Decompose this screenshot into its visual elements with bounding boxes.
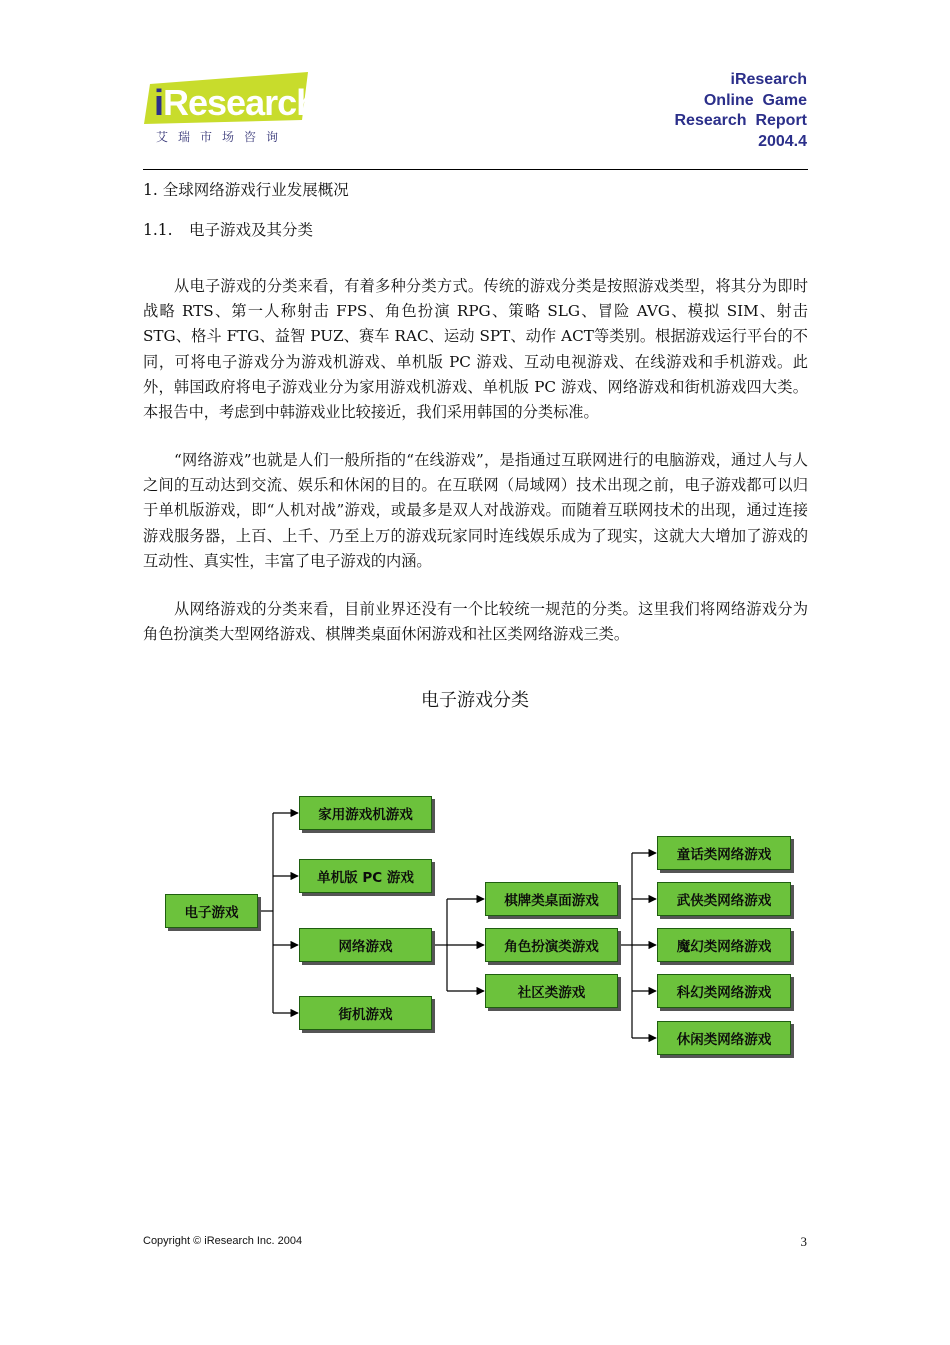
box-scifi-online-games: 科幻类网络游戏 [657, 974, 791, 1008]
footer-page-number: 3 [800, 1234, 807, 1249]
section-heading-1: 1. 全球网络游戏行业发展概况 [143, 181, 349, 199]
paragraph-online-game-definition: “网络游戏”也就是人们一般所指的“在线游戏”，是指通过互联网进行的电脑游戏，通过人与人之间的互动达到交流、娱乐和休闲的目的。在互联网（局域网）技术出现之前，电子游戏都可以归于单机版游戏，即“人机对战”游戏，或最多是双人对战游戏。而随着互联网技术的出现，通过连接游戏服务器，上百、上千、乃至上万的游戏玩家同时连线娱乐成为了现实，这就大大增加了游戏的互动性、真实性，丰富了电子游戏的内涵。 [143, 451, 808, 570]
report-line-brand: iResearch [730, 71, 807, 88]
box-wuxia-online-games: 武侠类网络游戏 [657, 882, 791, 916]
paragraph-classification: 从电子游戏的分类来看，有着多种分类方式。传统的游戏分类是按照游戏类型，将其分为即时战略 RTS、第一人称射击 FPS、角色扮演 RPG、策略 SLG、冒险 AVG、模拟 SIM、射击 STG、格斗 FTG、益智 PUZ、赛车 RAC、运动 SPT、动作 ACT等类别。根据游戏运行平台的不同，可将电子游戏分为游戏机游戏、单机版 PC 游戏、互动电视游戏、在线游戏和手机游戏。此外，韩国政府将电子游戏业分为家用游戏机游戏、单机版 PC 游戏、网络游戏和街机游戏四大类。本报告中，考虑到中韩游戏业比较接近，我们采用韩国的分类标准。 [143, 277, 808, 422]
report-line-date: 2004.4 [758, 132, 807, 150]
box-community-games: 社区类游戏 [485, 974, 618, 1008]
box-fantasy-online-games: 魔幻类网络游戏 [657, 928, 791, 962]
box-rpg-games: 角色扮演类游戏 [485, 928, 618, 962]
box-console-games: 家用游戏机游戏 [299, 796, 432, 830]
box-fairy-tale-online-games: 童话类网络游戏 [657, 836, 791, 870]
logo-tagline: 艾瑞市场咨询 [156, 130, 289, 144]
heading-number: 1.1. [143, 221, 173, 239]
logo-i: i [154, 82, 164, 123]
box-casual-online-games: 休闲类网络游戏 [657, 1021, 791, 1055]
box-board-card-games: 棋牌类桌面游戏 [485, 882, 618, 916]
box-electronic-games: 电子游戏 [165, 894, 258, 928]
box-arcade-games: 街机游戏 [299, 996, 432, 1030]
figure-title: 电子游戏分类 [421, 690, 529, 711]
heading-text: 电子游戏及其分类 [189, 221, 314, 239]
report-line-research-report: Research Report [674, 112, 807, 129]
report-line-online-game: Online Game [703, 91, 807, 109]
logo-research: Research [163, 82, 318, 123]
footer-copyright: Copyright © iResearch Inc. 2004 [143, 1235, 303, 1247]
box-online-games: 网络游戏 [299, 928, 432, 962]
paragraph-online-game-types: 从网络游戏的分类来看，目前业界还没有一个比较统一规范的分类。这里我们将网络游戏分为角色扮演类大型网络游戏、棋牌类桌面休闲游戏和社区类网络游戏三类。 [143, 600, 808, 644]
box-pc-standalone-games: 单机版 PC 游戏 [299, 859, 432, 893]
